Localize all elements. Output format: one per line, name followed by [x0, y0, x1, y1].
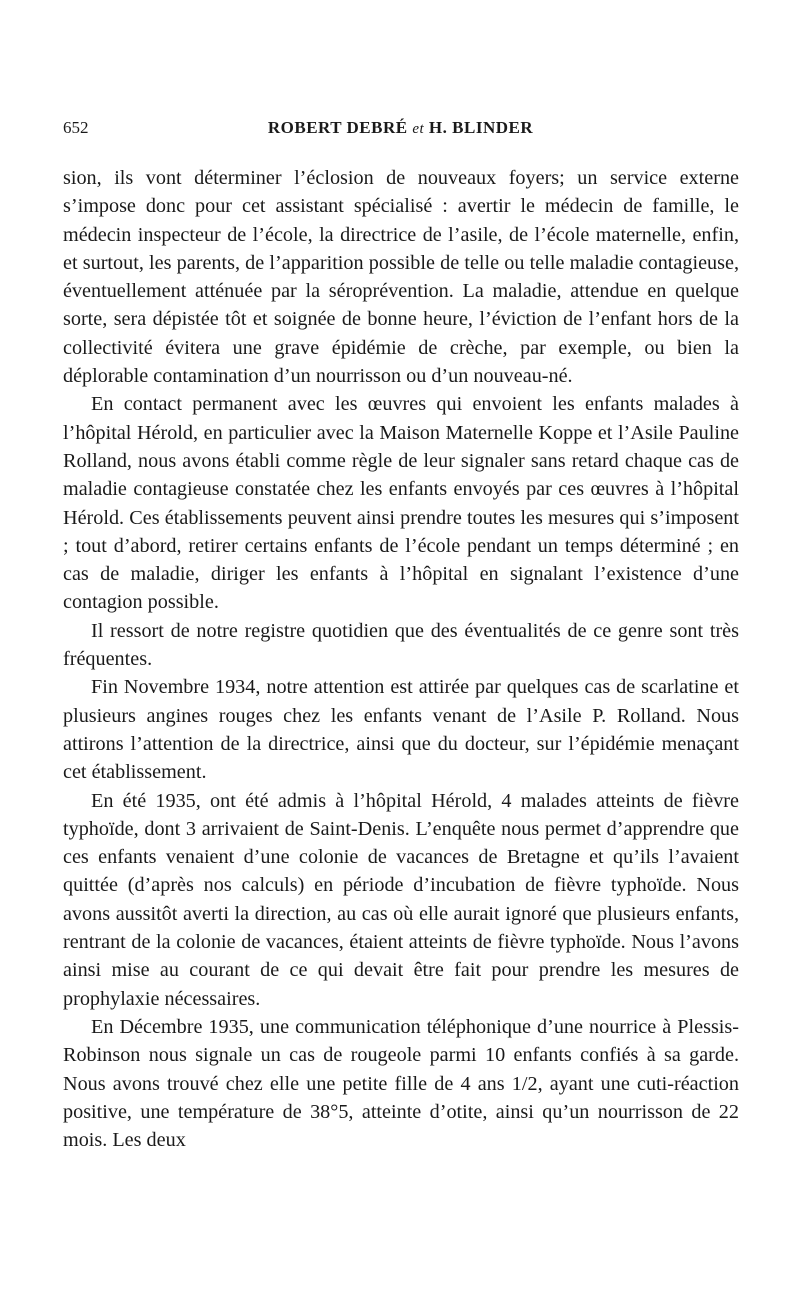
author-2: H. BLINDER	[428, 118, 534, 137]
paragraph-6: En Décembre 1935, une communication téléphonique d’une nourrice à Plessis-Robinson nous signale un cas de rougeole parmi 10 enfants confiés à sa garde. Nous avons trouvé chez elle une petite fille de 4 ans 1/2, ayant une cuti-réaction positive, une température de 38°5, atteinte d’otite, ainsi qu’un nourrisson de 22 mois. Les deux	[63, 1015, 739, 1152]
running-head	[63, 118, 738, 138]
author-1: ROBERT DEBRÉ	[267, 118, 408, 137]
paragraph-4: Fin Novembre 1934, notre attention est attirée par quelques cas de scarlatine et plusieurs angines rouges chez les enfants venant de l’Asile P. Rolland. Nous attirons l’attention de la directrice, ainsi que du docteur, sur l’épidémie menaçant cet établissement.	[63, 676, 739, 784]
page-header	[63, 118, 738, 144]
paragraph-5: En été 1935, ont été admis à l’hôpital Hérold, 4 malades atteints de fièvre typhoïde, dont 3 arrivaient de Saint-Denis. L’enquête nous permet d’apprendre que ces enfants venaient d’une colonie de vacances de Bretagne et qu’ils l’avaient quittée (d’après nos calculs) en période d’incubation de fièvre typhoïde. Nous avons aussitôt averti la direction, au cas où elle aurait ignoré que plusieurs enfants, rentrant de la colonie de vacances, étaient atteints de fièvre typhoïde. Nous l’avons ainsi mise au courant de ce qui devait être fait pour prendre les mesures de prophylaxie nécessaires.	[63, 789, 739, 1010]
author-conjunction: et	[412, 121, 425, 137]
body-text	[63, 164, 739, 1154]
paragraph-3: Il ressort de notre registre quotidien que des éventualités de ce genre sont très fréquentes.	[63, 619, 739, 671]
page-number: 652	[63, 118, 89, 137]
paragraph-1: sion, ils vont déterminer l’éclosion de nouveaux foyers; un service externe s’impose donc pour cet assistant spécialisé : avertir le médecin de famille, le médecin inspecteur de l’école, la directrice de l’asile, de l’école maternelle, enfin, et surtout, les parents, de l’apparition possible de telle ou telle maladie contagieuse, éventuellement atténuée par la séroprévention. La maladie, attendue en quelque sorte, sera dépistée tôt et soignée de bonne heure, l’éviction de l’enfant hors de la collectivité évitera une grave épidémie de crèche, par exemple, ou bien la déplorable contamination d’un nourrisson ou d’un nouveau-né.	[63, 167, 739, 388]
paragraph-2: En contact permanent avec les œuvres qui envoient les enfants malades à l’hôpital Hérold, en particulier avec la Maison Maternelle Koppe et l’Asile Pauline Rolland, nous avons établi comme règle de leur signaler sans retard chaque cas de maladie contagieuse constatée chez les enfants envoyés par ces œuvres à l’hôpital Hérold. Ces établissements peuvent ainsi prendre toutes les mesures qui s’imposent ; tout d’abord, retirer certains enfants de l’école pendant un temps déterminé ; en cas de maladie, diriger les enfants à l’hôpital en signalant l’existence d’une contagion possible.	[63, 393, 739, 614]
